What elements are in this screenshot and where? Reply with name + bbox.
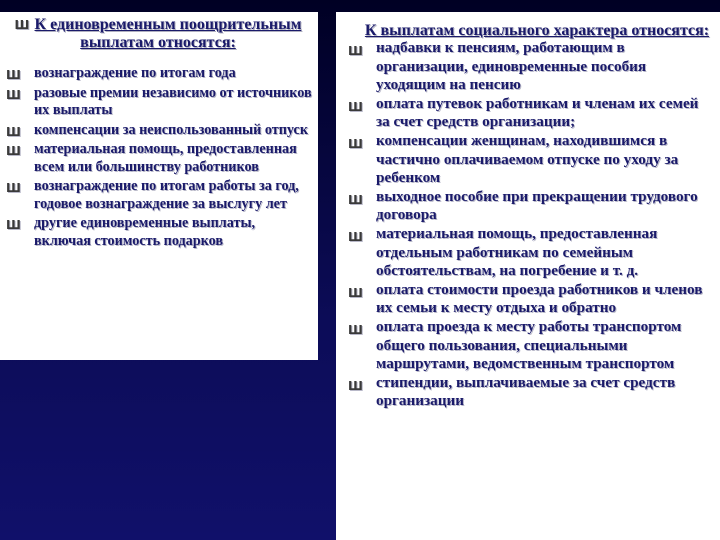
- list-item-text: материальная помощь, предоставленная всем или большинству работников: [34, 141, 297, 175]
- list-item: [346, 188, 714, 225]
- list-item: [346, 374, 714, 411]
- list-item: [4, 85, 312, 120]
- bullet-icon: Ш: [348, 378, 363, 393]
- list-item-text: компенсации за неиспользованный отпуск: [34, 121, 309, 138]
- list-item: [346, 318, 714, 374]
- list-item-text: вознаграждение по итогам года: [34, 65, 236, 81]
- bullet-icon: Ш: [14, 18, 30, 32]
- bullet-icon: Ш: [348, 229, 363, 244]
- list-item-text: материальная помощь, предоставленная отдельным работникам по семейным обстоятельствам, на погребение и т. д.: [376, 224, 658, 280]
- bullet-icon: Ш: [6, 87, 21, 102]
- list-item-text: стипендии, выплачиваемые за счет средств организации: [376, 373, 676, 410]
- list-item: [346, 281, 714, 318]
- list-item: [346, 132, 714, 188]
- bullet-icon: Ш: [6, 218, 21, 232]
- bullet-icon: Ш: [6, 124, 21, 139]
- list-item-text: оплата путевок работникам и членам их семей за счет средств организации;: [376, 94, 699, 131]
- list-item-text: выходное пособие при прекращении трудового договора: [376, 187, 698, 224]
- list-item-text: надбавки к пенсиям, работающим в организации, единовременные пособия уходящим на пенсию: [376, 39, 647, 94]
- list-item-text: другие единовременные выплаты, включая стоимость подарков: [34, 215, 256, 249]
- bullet-icon: Ш: [6, 68, 21, 82]
- list-item: [4, 178, 312, 213]
- bullet-icon: Ш: [348, 99, 363, 114]
- left-heading-text: К единовременным поощрительным выплатам относятся:: [34, 16, 302, 51]
- list-item: [346, 39, 714, 95]
- right-heading: К выплатам социального характера относятся:: [364, 22, 710, 39]
- right-text-panel: [336, 12, 720, 540]
- list-item: [4, 122, 312, 140]
- list-item-text: вознаграждение по итогам работы за год, годовое вознаграждение за выслугу лет: [34, 178, 299, 212]
- bullet-icon: Ш: [348, 285, 363, 300]
- bullet-icon: Ш: [348, 322, 363, 337]
- bullet-icon: Ш: [348, 136, 363, 151]
- list-item: [346, 95, 714, 132]
- list-item-text: компенсации женщинам, находившимся в частично оплачиваемом отпуске по уходу за ребенком: [376, 131, 679, 187]
- list-item-text: оплата стоимости проезда работников и членов их семьи к месту отдыха и обратно: [376, 280, 703, 317]
- left-text-panel: [0, 12, 318, 360]
- list-item: [4, 141, 312, 176]
- left-heading: [4, 16, 312, 51]
- list-item-text: оплата проезда к месту работы транспортом общего пользования, специальными маршрутами, ведомственным транспортом: [376, 317, 682, 373]
- bullet-icon: Ш: [6, 144, 21, 158]
- bullet-icon: Ш: [348, 192, 363, 207]
- bullet-icon: Ш: [348, 44, 363, 58]
- bullet-icon: Ш: [6, 181, 21, 195]
- list-item: [4, 65, 312, 83]
- list-item: [346, 225, 714, 281]
- list-item-text: разовые премии независимо от источников их выплаты: [34, 84, 312, 118]
- list-item: [4, 215, 312, 250]
